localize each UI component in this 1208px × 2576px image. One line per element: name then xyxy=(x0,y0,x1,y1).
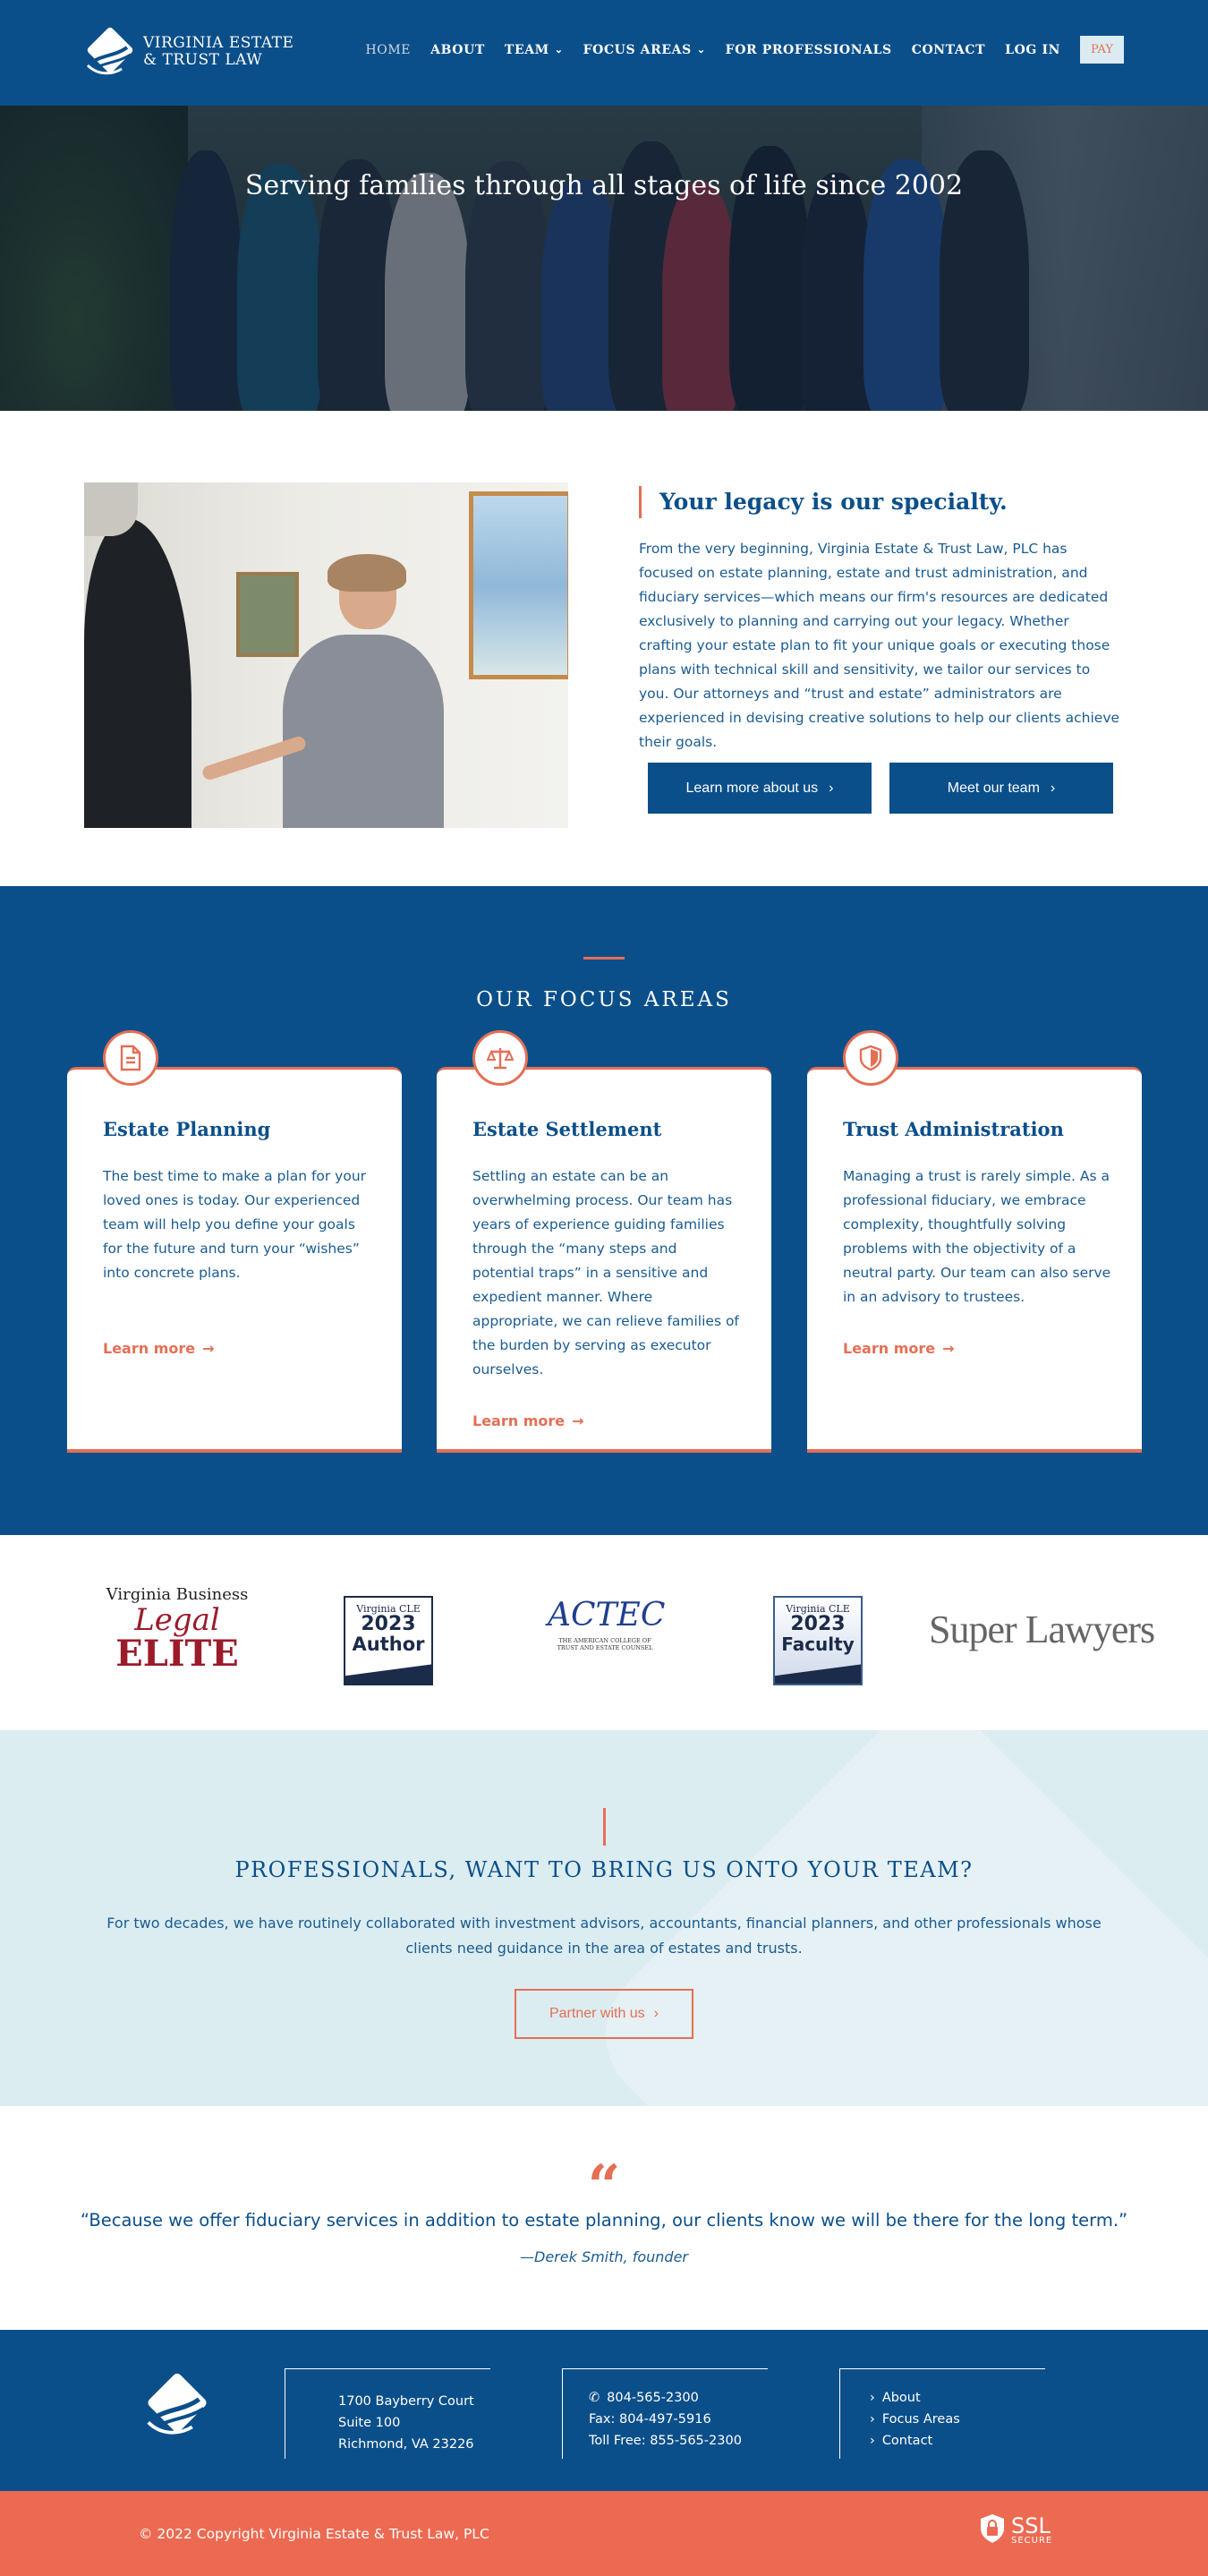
nav-log-in-label: LOG IN xyxy=(1005,42,1060,57)
nav-for-professionals[interactable] xyxy=(726,43,892,57)
cle-role-text: Author xyxy=(352,1633,425,1655)
nav-team-label: TEAM xyxy=(504,42,549,57)
focus-card-body: The best time to make a plan for your loved ones is today. Our experienced team will help you define your goals for the future and turn your “wishes” into concrete plans. xyxy=(103,1168,367,1281)
ssl-secure-badge xyxy=(979,2513,1052,2547)
chevron-right-icon: › xyxy=(870,2391,875,2405)
arrow-right-icon: → xyxy=(202,1340,215,1357)
footer-contact-column xyxy=(562,2368,768,2458)
nav-contact[interactable] xyxy=(912,43,985,57)
brand-name-line1: VIRGINIA ESTATE xyxy=(143,34,294,52)
intro-heading: Your legacy is our specialty. xyxy=(659,489,1008,515)
learn-more-label: Learn more xyxy=(103,1340,196,1357)
nav-for-professionals-label: FOR PROFESSIONALS xyxy=(725,42,892,57)
professionals-accent xyxy=(603,1808,606,1846)
focus-areas-title: OUR FOCUS AREAS xyxy=(476,988,732,1011)
ssl-secure-label: SECURE xyxy=(1011,2535,1053,2546)
focus-card-estate-settlement xyxy=(437,1067,771,1453)
intro-heading-accent xyxy=(639,486,642,518)
virginia-cle-author-logo xyxy=(344,1596,433,1685)
professionals-body: For two decades, we have routinely collaborated with investment advisors, accountants, financial planners, and other professionals whose clients need guidance in the area of estates and trusts. xyxy=(106,1915,1102,1957)
nav-log-in[interactable] xyxy=(1005,43,1060,57)
estate-planning-learn-more-link[interactable] xyxy=(103,1340,215,1357)
shield-icon xyxy=(843,1030,898,1086)
footer-link-about[interactable] xyxy=(870,2387,960,2409)
hero-banner xyxy=(0,106,1208,411)
nav-home-label: HOME xyxy=(365,42,412,57)
meet-our-team-label: Meet our team xyxy=(947,780,1040,796)
chevron-down-icon: ⌄ xyxy=(554,44,564,55)
nav-home[interactable] xyxy=(365,43,411,57)
scales-icon xyxy=(472,1030,528,1086)
partner-with-us-label: Partner with us xyxy=(549,2006,645,2021)
partner-with-us-button[interactable] xyxy=(515,1989,693,2039)
actec-sub2-text: TRUST AND ESTATE COUNSEL xyxy=(557,1644,653,1651)
quote-mark-icon: “ xyxy=(587,2153,621,2220)
trust-administration-learn-more-link[interactable] xyxy=(843,1340,955,1357)
focus-card-body: Managing a trust is rarely simple. As a professional fiduciary, we embrace complexity, thoughtfully solving problems with the objectivity of a neutral party. Our team can also serve in an advisory to trustees. xyxy=(843,1168,1111,1305)
footer-logo-icon[interactable] xyxy=(141,2369,213,2441)
footer-links-column xyxy=(839,2368,1045,2458)
focus-card-estate-planning xyxy=(67,1067,402,1453)
arrow-right-icon: → xyxy=(572,1412,584,1429)
footer-address-line: Richmond, VA 23226 xyxy=(338,2437,474,2452)
hero-overlay xyxy=(0,106,1208,411)
focus-card-title: Trust Administration xyxy=(843,1118,1064,1140)
chevron-right-icon: › xyxy=(870,2412,875,2427)
nav-focus-areas-label: FOCUS AREAS xyxy=(583,42,692,57)
cle-top-text: Virginia CLE xyxy=(786,1603,850,1615)
logo-mark-icon xyxy=(82,24,138,80)
footer-tollfree[interactable]: Toll Free: 855-565-2300 xyxy=(589,2434,742,2448)
awards-logo-strip xyxy=(0,1535,1208,1730)
footer-phone[interactable] xyxy=(589,2387,742,2409)
actec-logo xyxy=(548,1597,666,1669)
nav-team[interactable] xyxy=(505,43,564,57)
chevron-down-icon: ⌄ xyxy=(696,44,706,55)
ssl-label: SSL xyxy=(1011,2512,1051,2538)
brand-logo[interactable] xyxy=(82,23,297,81)
learn-more-about-us-label: Learn more about us xyxy=(685,780,819,796)
estate-settlement-learn-more-link[interactable] xyxy=(472,1412,584,1429)
brand-name-line2: & TRUST LAW xyxy=(143,51,263,69)
footer-link-focus-areas[interactable] xyxy=(870,2409,960,2430)
footer-link-label: Focus Areas xyxy=(881,2412,960,2427)
nav-focus-areas[interactable] xyxy=(583,43,706,57)
focus-card-body: Settling an estate can be an overwhelming process. Our team has years of experience guiding families through the “many steps and potential traps” in a sensitive and expedient manner. Where appropriate, we can relieve families of the burden by serving as executor ourselves. xyxy=(472,1168,739,1378)
super-lawyers-logo: Super Lawyers xyxy=(929,1608,1155,1651)
phone-icon: ✆ xyxy=(589,2391,600,2405)
actec-sub1-text: THE AMERICAN COLLEGE OF xyxy=(558,1637,651,1644)
testimonial-author: —Derek Smith, founder xyxy=(520,2248,688,2265)
chevron-right-icon: › xyxy=(653,2006,659,2021)
learn-more-about-us-button[interactable] xyxy=(648,763,872,814)
meet-our-team-button[interactable] xyxy=(889,763,1113,814)
vb-mid-text: Legal xyxy=(134,1602,220,1638)
footer-link-label: About xyxy=(881,2391,921,2405)
copyright-text: © 2022 Copyright Virginia Estate & Trust Law, PLC xyxy=(139,2526,489,2542)
vb-bottom-text: ELITE xyxy=(115,1633,239,1675)
brand-name xyxy=(143,35,293,69)
professionals-title: PROFESSIONALS, WANT TO BRING US ONTO YOUR TEAM? xyxy=(234,1857,974,1882)
footer-link-label: Contact xyxy=(881,2434,933,2448)
learn-more-label: Learn more xyxy=(843,1340,936,1357)
lock-icon xyxy=(979,2513,1006,2547)
document-icon xyxy=(103,1030,158,1086)
footer-fax: Fax: 804-497-5916 xyxy=(589,2412,711,2427)
hero-title: Serving families through all stages of life since 2002 xyxy=(244,170,964,201)
focus-card-title: Estate Planning xyxy=(103,1118,271,1140)
cle-role-text: Faculty xyxy=(781,1633,855,1655)
pay-button[interactable]: PAY xyxy=(1080,36,1124,64)
vb-top-text: Virginia Business xyxy=(106,1585,249,1604)
cle-year-text: 2023 xyxy=(361,1613,416,1635)
cle-year-text: 2023 xyxy=(790,1613,846,1635)
chevron-right-icon: › xyxy=(870,2434,875,2448)
footer-address-line: 1700 Bayberry Court xyxy=(338,2394,474,2409)
nav-about[interactable] xyxy=(430,43,485,57)
nav-about-label: ABOUT xyxy=(430,42,485,57)
chevron-right-icon: › xyxy=(1050,780,1056,796)
intro-body: From the very beginning, Virginia Estate & Trust Law, PLC has focused on estate planning, estate and trust administration, and fiduciary services—which means our firm's resources are dedicated exclusively to planning and carrying out your legacy. Whether crafting your estate plan to fit your unique goals or executing those plans with technical skill and sensitivity, we tailor our services to you. Our attorneys and “trust and estate” administrators are experienced in devising creative solutions to help our clients achieve their goals. xyxy=(639,541,1120,750)
nav-contact-label: CONTACT xyxy=(911,42,986,57)
main-nav xyxy=(365,36,1124,64)
intro-photo xyxy=(84,482,568,828)
focus-card-trust-administration xyxy=(807,1067,1142,1453)
footer-phone-number: 804-565-2300 xyxy=(607,2391,699,2405)
focus-card-title: Estate Settlement xyxy=(472,1118,662,1140)
focus-areas-accent xyxy=(583,957,625,960)
arrow-right-icon: → xyxy=(942,1340,955,1357)
actec-main-text: ACTEC xyxy=(548,1597,666,1633)
virginia-business-legal-elite-logo xyxy=(106,1585,249,1684)
footer-address-line: Suite 100 xyxy=(338,2416,401,2430)
learn-more-label: Learn more xyxy=(472,1412,566,1429)
footer-address-column xyxy=(285,2368,490,2458)
testimonial-quote: “Because we offer fiduciary services in addition to estate planning, our clients know we will be there for the long term.” xyxy=(80,2210,1128,2231)
virginia-cle-faculty-logo xyxy=(773,1596,863,1685)
site-header xyxy=(0,0,1208,106)
chevron-right-icon: › xyxy=(829,780,834,796)
cle-top-text: Virginia CLE xyxy=(356,1603,421,1615)
footer-link-contact[interactable] xyxy=(870,2430,960,2452)
